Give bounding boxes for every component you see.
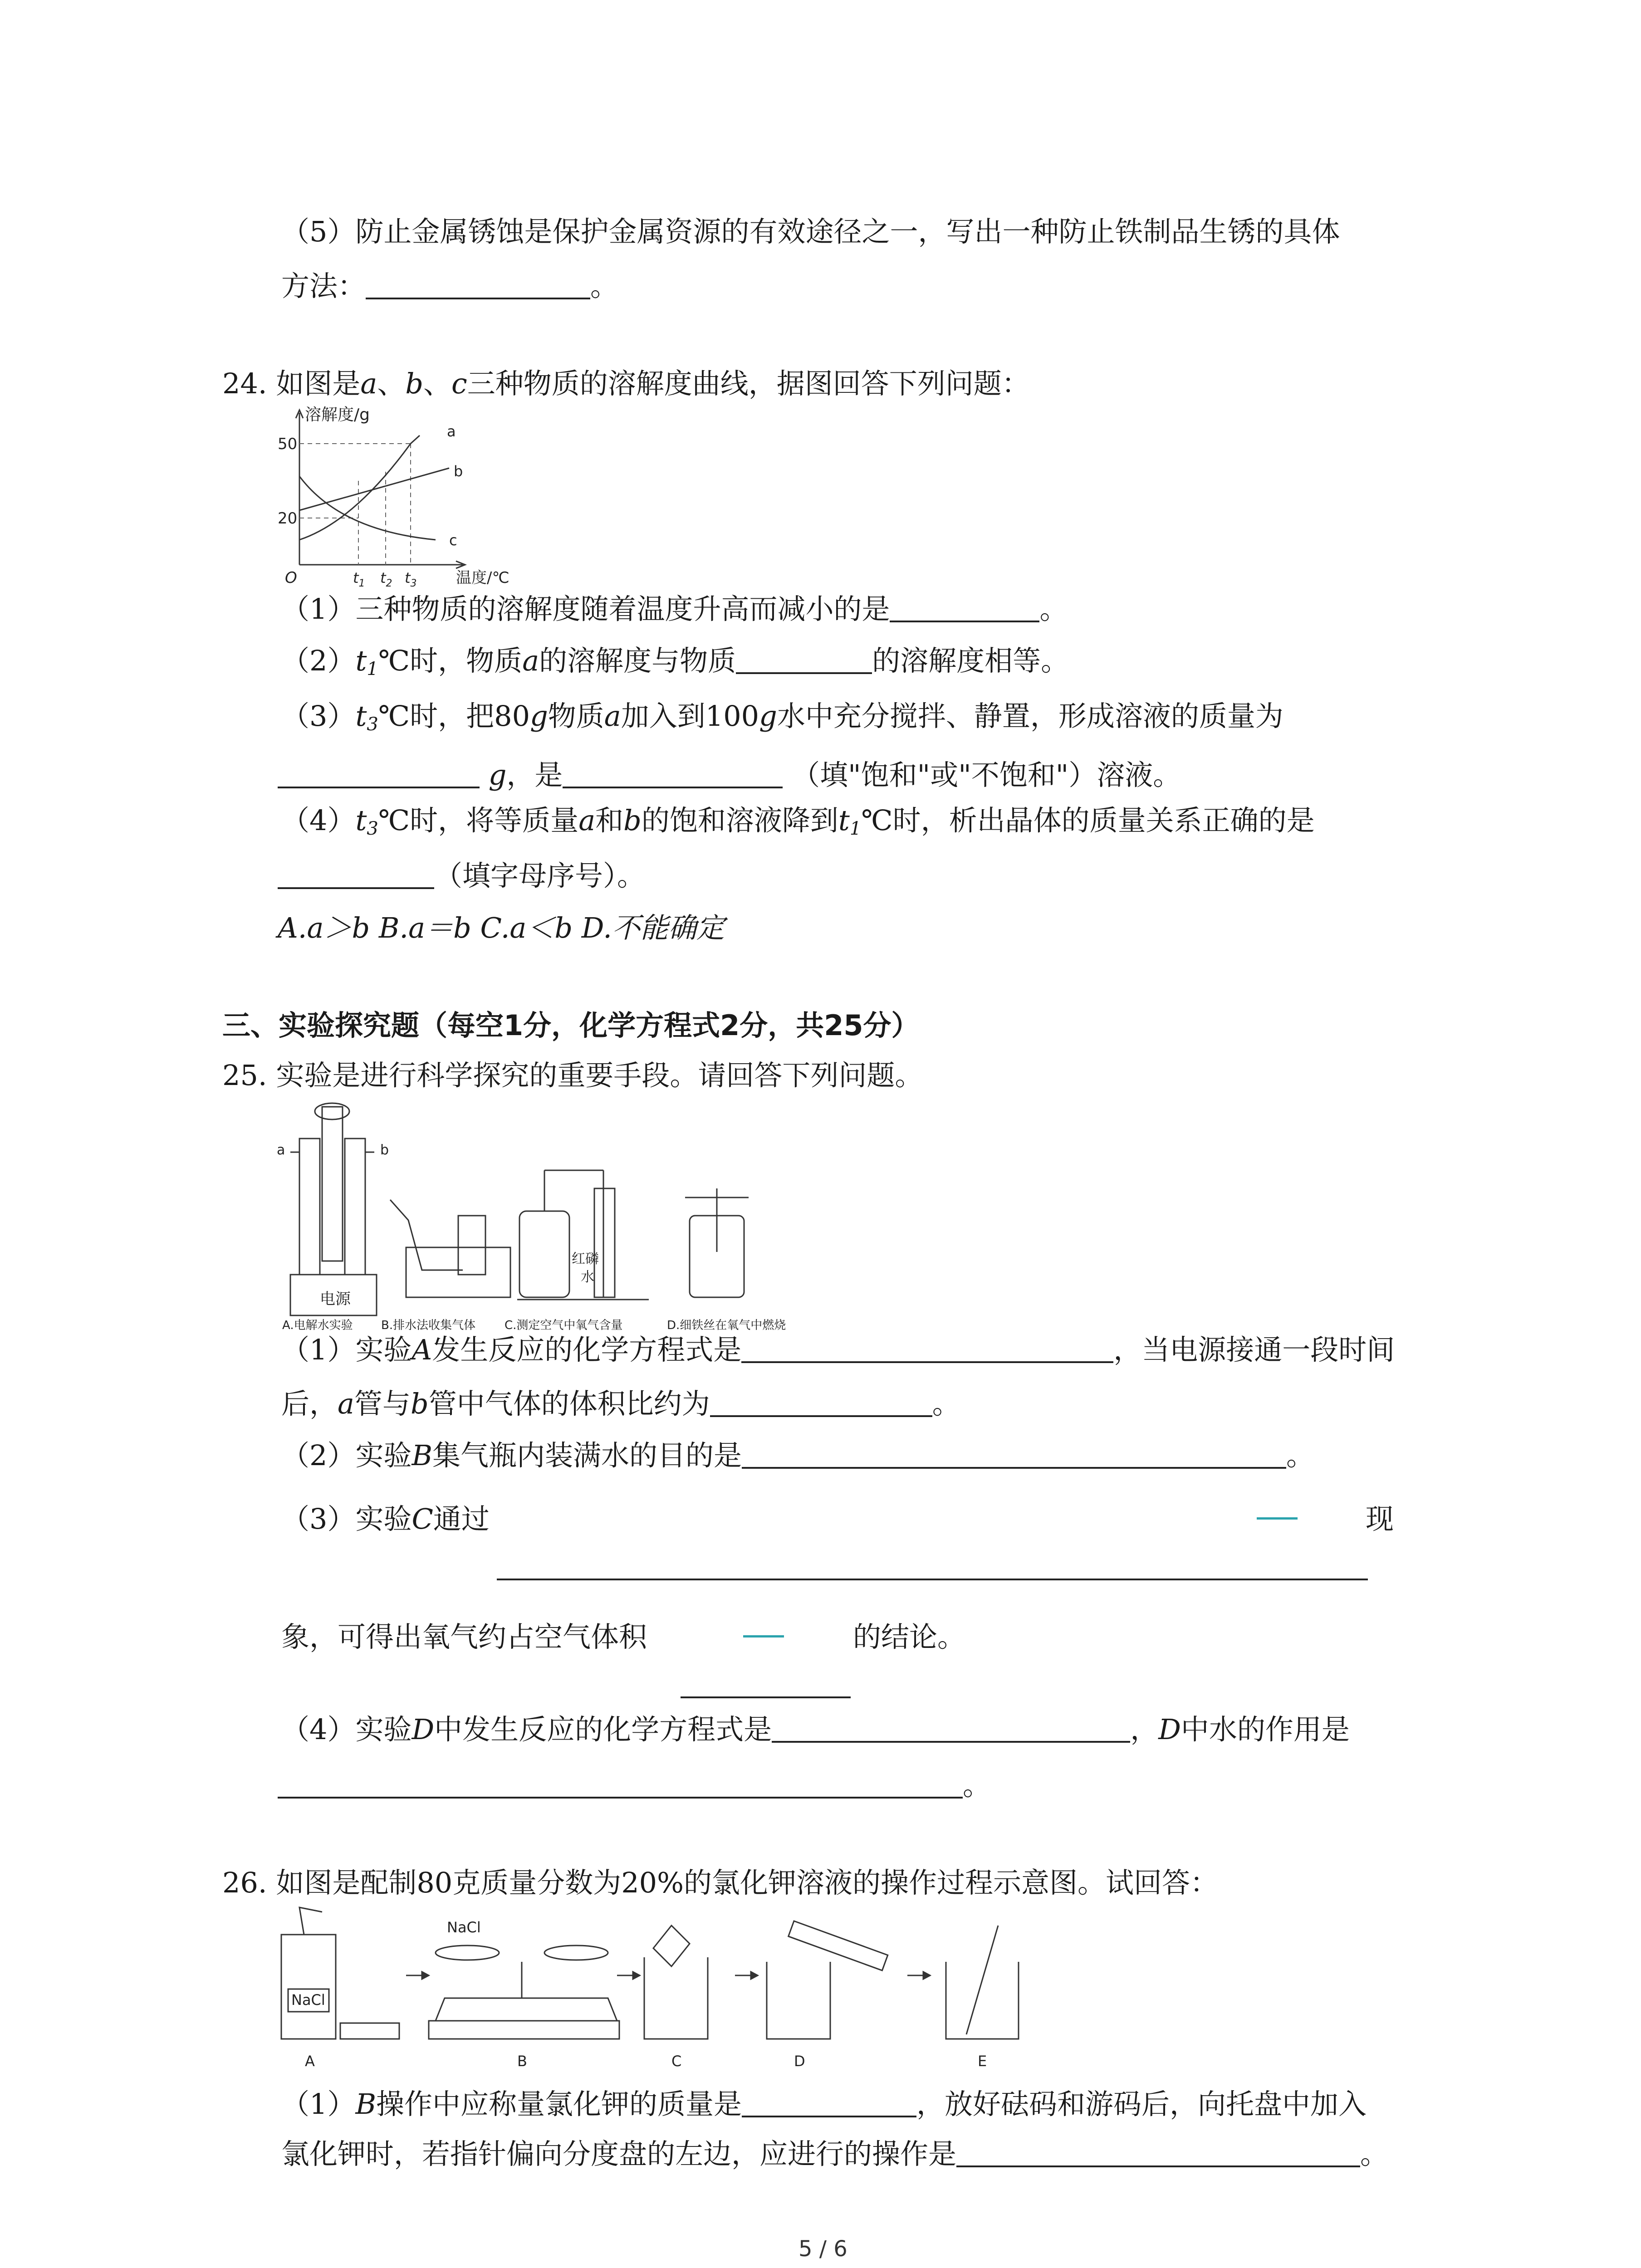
answer-blank[interactable]: [742, 1462, 1286, 1469]
svg-text:c: c: [449, 532, 457, 549]
svg-text:水: 水: [581, 1269, 594, 1285]
q24-part1: （1）三种物质的溶解度随着温度升高而减小的是 。: [281, 592, 1068, 626]
q24-part2: $(2)t_1℃$时，物质a的溶解度与物质 的溶解度相等。: [281, 644, 1069, 679]
svg-text:t3: $t_3$: [405, 569, 417, 589]
q26-stem: 26. 如图是配制80克质量分数为20%的氯化钾溶液的操作过程示意图。试回答：: [222, 1866, 1219, 1899]
q24-part3-line2: g，是 （填"饱和"或"不饱和"）溶液。: [278, 761, 1181, 789]
answer-blank[interactable]: [890, 616, 1039, 622]
q26-part1: （1）B操作中应称量氯化钾的质量是 ，放好砝码和游码后，向托盘中加入: [281, 2087, 1367, 2121]
answer-blank[interactable]: [278, 1792, 963, 1799]
svg-text:50: 50: [278, 435, 298, 453]
svg-text:C.测定空气中氧气含量: C.测定空气中氧气含量: [505, 1319, 623, 1332]
teal-mark: [743, 1635, 784, 1637]
q25-part4-line2: 。: [278, 1771, 991, 1799]
curve-a: [299, 435, 420, 540]
q23-5-line1: （5）防止金属锈蚀是保护金属资源的有效途径之一，写出一种防止铁制品生锈的具体: [281, 215, 1340, 248]
svg-text:C: C: [671, 2053, 682, 2070]
experiment-figure: [272, 1098, 835, 1334]
q24-part4: $(4)t_3℃$时，将等质量a和b的饱和溶液降到$t_1℃$时，析出晶体的质量关系正确的是: [281, 804, 1315, 839]
q24-stem: 24. 如图是a、b、c三种物质的溶解度曲线，据图回答下列问题：: [222, 367, 1030, 400]
svg-text:电源: 电源: [320, 1290, 351, 1308]
answer-blank[interactable]: [278, 782, 480, 788]
svg-text:b: b: [380, 1142, 389, 1158]
svg-text:D.细铁丝在氧气中燃烧: D.细铁丝在氧气中燃烧: [667, 1319, 786, 1332]
q25-part3-end: 的结论。: [853, 1620, 966, 1653]
answer-blank[interactable]: [366, 293, 590, 299]
svg-text:D: D: [794, 2053, 805, 2070]
q26-part1-line2: 氯化钾时，若指针偏向分度盘的左边，应进行的操作是 。: [281, 2137, 1389, 2170]
svg-text:t2: $t_2$: [380, 569, 392, 589]
answer-blank[interactable]: [681, 1696, 851, 1698]
solubility-curve-graph: [272, 404, 554, 594]
svg-text:A: A: [305, 2053, 315, 2070]
svg-text:a: a: [447, 423, 456, 440]
svg-text:A.电解水实验: A.电解水实验: [282, 1319, 353, 1332]
svg-text:NaCl: NaCl: [447, 1919, 481, 1936]
teal-mark: [1257, 1517, 1298, 1520]
svg-text:红磷: 红磷: [572, 1251, 599, 1267]
answer-blank[interactable]: [772, 1736, 1130, 1743]
q25-part1: （1）实验A发生反应的化学方程式是 ，当电源接通一段时间: [281, 1333, 1395, 1366]
q24-part4-line2: （填字母序号）。: [278, 862, 645, 890]
q25-part1-line2: 后，a管与b管中气体的体积比约为 。: [281, 1387, 960, 1420]
svg-text:b: b: [454, 463, 463, 480]
svg-text:t1: $t_1$: [353, 569, 365, 589]
q24-options: A.a＞b B.a＝b C.a＜b D.不能确定: [278, 911, 725, 944]
answer-blank[interactable]: [742, 2111, 916, 2117]
graph-xlabel: 温度/℃: [456, 569, 509, 587]
q25-part3: （3）实验C通过: [281, 1502, 490, 1535]
answer-blank[interactable]: [956, 2161, 1360, 2167]
answer-blank[interactable]: [710, 1411, 932, 1417]
section-title: 三、实验探究题（每空1分，化学方程式2分，共25分）: [222, 1009, 920, 1042]
answer-blank[interactable]: [563, 782, 783, 788]
q25-part3-right: 现: [1366, 1502, 1394, 1535]
page-number: 5 / 6: [798, 2236, 847, 2262]
q25-part3-line3: 象，可得出氧气约占空气体积: [281, 1620, 647, 1653]
q23-5-line2: 方法： 。: [281, 269, 619, 303]
svg-text:B.排水法收集气体: B.排水法收集气体: [381, 1319, 476, 1332]
answer-blank[interactable]: [736, 668, 872, 674]
svg-text:O: O: [285, 569, 297, 587]
q25-stem: 25. 实验是进行科学探究的重要手段。请回答下列问题。: [222, 1059, 923, 1092]
svg-text:20: 20: [278, 509, 298, 528]
q25-part2: （2）实验B集气瓶内装满水的目的是 。: [281, 1439, 1315, 1472]
solution-prep-figure: [272, 1907, 1053, 2075]
svg-text:NaCl: NaCl: [291, 1991, 325, 2009]
graph-ylabel: 溶解度/g: [305, 406, 370, 424]
svg-text:a: a: [277, 1142, 285, 1158]
answer-blank[interactable]: [741, 1357, 1113, 1363]
answer-blank-long[interactable]: [497, 1579, 1368, 1580]
q25-part4: （4）实验D中发生反应的化学方程式是 ，D中水的作用是: [281, 1713, 1350, 1746]
q24-part3: $(3)t_3℃$时，把80g物质a加入到100g水中充分搅拌、静置，形成溶液的质量为: [281, 699, 1283, 735]
answer-blank[interactable]: [278, 883, 434, 889]
curve-b: [299, 468, 449, 510]
svg-text:E: E: [978, 2053, 987, 2070]
svg-text:B: B: [517, 2053, 527, 2070]
